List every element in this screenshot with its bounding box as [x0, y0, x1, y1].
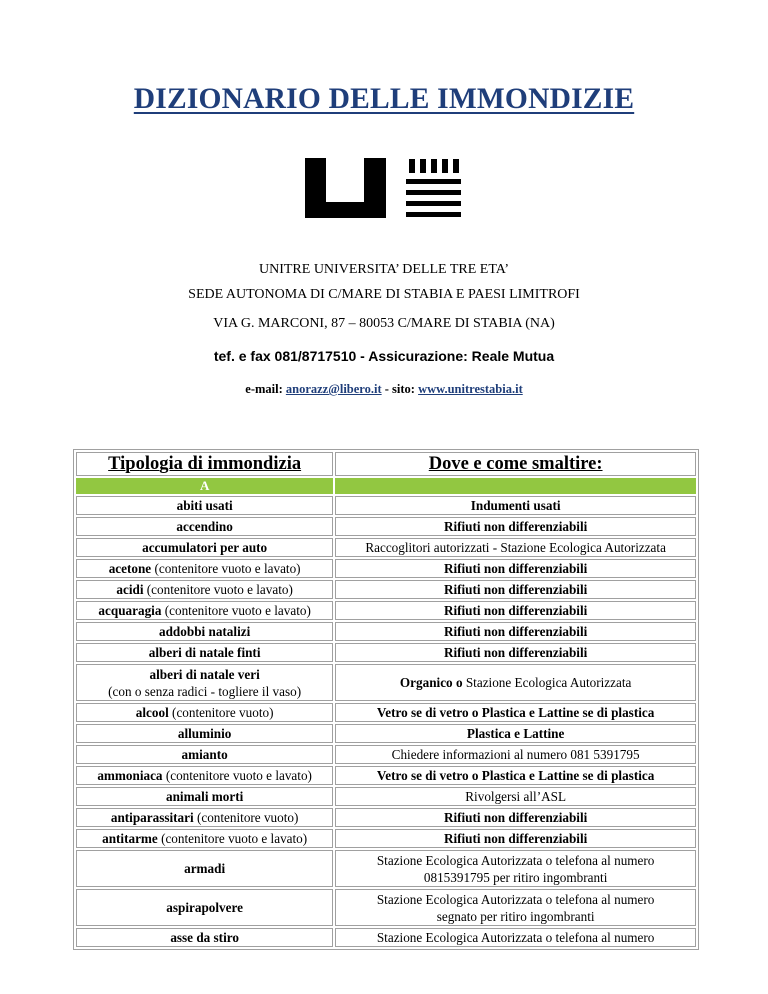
logo-bar-4 — [442, 159, 448, 173]
disposal-cell: Rifiuti non differenziabili — [335, 517, 696, 536]
table-row — [76, 745, 696, 764]
item-cell: ammoniaca (contenitore vuoto e lavato) — [76, 766, 333, 785]
table-row — [76, 580, 696, 599]
org-contacts — [0, 382, 768, 397]
item-cell: abiti usati — [76, 496, 333, 515]
disposal-cell: Plastica e Lattine — [335, 724, 696, 743]
table-row — [76, 559, 696, 578]
table-row — [76, 724, 696, 743]
disposal-cell: Vetro se di vetro o Plastica e Lattine se di plastica — [335, 703, 696, 722]
disposal-cell: Rifiuti non differenziabili — [335, 622, 696, 641]
waste-dictionary-table — [73, 449, 699, 950]
item-cell: alberi di natale finti — [76, 643, 333, 662]
item-cell: amianto — [76, 745, 333, 764]
table-row — [76, 850, 696, 887]
logo-line-3 — [406, 201, 461, 206]
col-header-disposal: Dove e come smaltire: — [335, 452, 696, 476]
item-cell: armadi — [76, 850, 333, 887]
disposal-cell: Rifiuti non differenziabili — [335, 829, 696, 848]
item-cell: acetone (contenitore vuoto e lavato) — [76, 559, 333, 578]
col-header-type: Tipologia di immondizia — [76, 452, 333, 476]
logo-line-4 — [406, 212, 461, 217]
org-phone: tef. e fax 081/8717510 - Assicurazione: Reale Mutua — [213, 348, 555, 364]
item-cell: alberi di natale veri (con o senza radici - togliere il vaso) — [76, 664, 333, 701]
table-row — [76, 808, 696, 827]
logo-bar-1 — [409, 159, 415, 173]
table-row — [76, 703, 696, 722]
table-row — [76, 643, 696, 662]
disposal-cell: Organico o Stazione Ecologica Autorizzata — [335, 664, 696, 701]
disposal-cell: Rifiuti non differenziabili — [335, 808, 696, 827]
table-header-row — [76, 452, 696, 476]
unitre-logo — [305, 158, 461, 218]
table-row — [76, 601, 696, 620]
email-link[interactable]: anorazz@libero.it — [285, 382, 382, 396]
section-letter-row — [76, 478, 696, 494]
table-row — [76, 889, 696, 926]
disposal-cell: Stazione Ecologica Autorizzata o telefona al numero 0815391795 per ritiro ingombranti — [335, 850, 696, 887]
table-row — [76, 928, 696, 947]
disposal-cell: Stazione Ecologica Autorizzata o telefona al numero segnato per ritiro ingombranti — [335, 889, 696, 926]
disposal-cell: Rivolgersi all’ASL — [335, 787, 696, 806]
email-label: e-mail: — [245, 382, 286, 396]
item-cell: addobbi natalizi — [76, 622, 333, 641]
logo-bar-2 — [420, 159, 426, 173]
table-row — [76, 517, 696, 536]
logo-bar-3 — [431, 159, 437, 173]
item-cell: accendino — [76, 517, 333, 536]
item-cell: antiparassitari (contenitore vuoto) — [76, 808, 333, 827]
disposal-cell: Raccoglitori autorizzati - Stazione Ecologica Autorizzata — [335, 538, 696, 557]
table-row — [76, 496, 696, 515]
table-row — [76, 766, 696, 785]
page-title: DIZIONARIO DELLE IMMONDIZIE — [133, 83, 635, 115]
site-link[interactable]: www.unitrestabia.it — [418, 382, 523, 396]
item-cell: antitarme (contenitore vuoto e lavato) — [76, 829, 333, 848]
section-letter-fill — [335, 478, 696, 494]
table-row — [76, 664, 696, 701]
logo-line-1 — [406, 179, 461, 184]
item-cell: alcool (contenitore vuoto) — [76, 703, 333, 722]
item-cell: asse da stiro — [76, 928, 333, 947]
table-row — [76, 787, 696, 806]
disposal-cell: Chiedere informazioni al numero 081 5391795 — [335, 745, 696, 764]
table-row — [76, 538, 696, 557]
disposal-cell: Rifiuti non differenziabili — [335, 559, 696, 578]
disposal-cell: Rifiuti non differenziabili — [335, 580, 696, 599]
logo-u-shape — [305, 158, 386, 218]
table-row — [76, 829, 696, 848]
item-cell: animali morti — [76, 787, 333, 806]
org-name: UNITRE UNIVERSITA’ DELLE TRE ETA’ — [259, 262, 509, 277]
disposal-cell: Rifiuti non differenziabili — [335, 643, 696, 662]
section-letter: A — [76, 478, 333, 494]
logo-bar-5 — [453, 159, 459, 173]
item-cell: aspirapolvere — [76, 889, 333, 926]
disposal-cell: Rifiuti non differenziabili — [335, 601, 696, 620]
disposal-cell: Vetro se di vetro o Plastica e Lattine se di plastica — [335, 766, 696, 785]
org-address: VIA G. MARCONI, 87 – 80053 C/MARE DI STABIA (NA) — [213, 316, 555, 331]
site-label: - sito: — [381, 382, 419, 396]
item-cell: acquaragia (contenitore vuoto e lavato) — [76, 601, 333, 620]
org-seat: SEDE AUTONOMA DI C/MARE DI STABIA E PAESI LIMITROFI — [188, 287, 580, 302]
item-cell: acidi (contenitore vuoto e lavato) — [76, 580, 333, 599]
logo-line-2 — [406, 190, 461, 195]
item-cell: alluminio — [76, 724, 333, 743]
item-cell: accumulatori per auto — [76, 538, 333, 557]
disposal-cell: Stazione Ecologica Autorizzata o telefona al numero — [335, 928, 696, 947]
table-row — [76, 622, 696, 641]
disposal-cell: Indumenti usati — [335, 496, 696, 515]
